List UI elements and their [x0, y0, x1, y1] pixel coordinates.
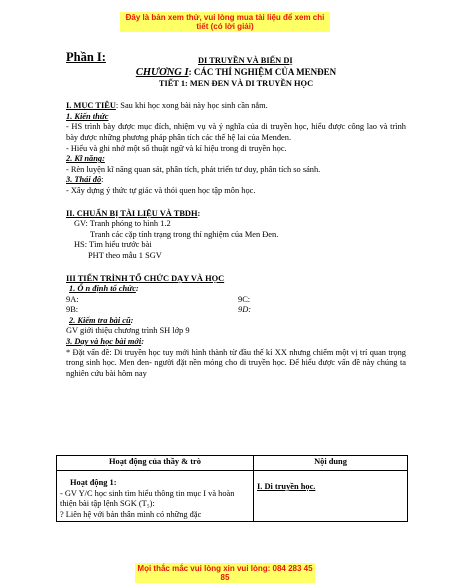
content-cell	[254, 471, 408, 522]
attitude-heading: 3. Thái độ:	[66, 175, 104, 185]
class-9b: 9B:	[66, 305, 79, 315]
class-row-2	[66, 305, 406, 316]
objectives-heading: I. MỤC TIÊU: Sau khi học xong bài này học sinh cần nắm.	[66, 101, 268, 111]
knowledge-item-1: - HS trình bày được mục đích, nhiệm vụ và ý nghĩa của di truyền học, hiểu được công lao và trình bày được những phương pháp phân tích các thế hệ lai của Menđen.	[66, 122, 406, 142]
class-row-1	[66, 295, 406, 306]
chapter-title	[66, 67, 406, 79]
attitude-item-1: - Xây dựng ý thức tự giác và thói quen học tập môn học.	[66, 185, 256, 195]
activity-step-1: - GV Y/C học sinh tìm hiểu thông tin mục I và hoàn thiện bài tập lệnh SGK (T₅):	[60, 488, 235, 509]
part-label: Phần I:	[66, 50, 106, 64]
contact-banner-bottom: Mọi thắc mắc vui lòng xin vui lòng: 084 283 45 85	[135, 563, 315, 583]
class-9c: 9C:	[238, 294, 251, 304]
chapter-number: CHƯƠNG I	[135, 67, 189, 78]
knowledge-item-2: - Hiểu và ghi nhớ một số thuật ngữ và kí hiệu trong di truyền học.	[66, 143, 287, 153]
activity-step-2: ? Liên hệ với bản thân mình có những đặc	[60, 509, 202, 519]
teach-heading: 3. Dạy và học bài mới:	[66, 337, 145, 347]
intro-paragraph: * Đặt vấn đề: Di truyền học tuy mới hình thành từ đầu thế kỉ XX nhưng chiếm một vị trí quan trọng trong sinh học. Men đen- người đặt nền móng cho di truyền học. Để hiểu được vấn đề này chúng ta nghiên cứu bài hôm nay	[66, 347, 406, 378]
table-row	[57, 471, 408, 522]
student-prep-2: PHT theo mẫu 1 SGV	[88, 250, 162, 260]
class-9d: 9D:	[238, 305, 252, 315]
column-header-activities: Hoạt động của thầy & trò	[57, 456, 254, 471]
chapter-name: : CÁC THÍ NGHIỆM CỦA MENĐEN	[188, 67, 337, 77]
student-prep-1: HS: Tìm hiểu trước bài	[74, 240, 152, 250]
check-item-1: GV giới thiệu chương trình SH lớp 9	[66, 326, 190, 336]
activity-table	[56, 455, 408, 522]
activity-cell	[57, 471, 254, 522]
teacher-prep-2: Tranh các cặp tính trạng trong thí nghiệm của Men Đen.	[90, 229, 279, 239]
column-header-content: Nội dung	[254, 456, 408, 471]
document-page	[66, 52, 406, 379]
skills-label: 2. Kĩ năng:	[66, 154, 105, 164]
part-header	[66, 52, 406, 66]
part-title: DI TRUYỀN VÀ BIẾN DỊ	[198, 56, 293, 65]
teacher-prep-1: GV: Tranh phóng to hình 1.2	[74, 219, 171, 229]
preparation-heading: II. CHUẨN BỊ TÀI LIỆU VÀ TBDH:	[66, 208, 201, 218]
process-heading: III TIẾN TRÌNH TỔ CHỨC DẠY VÀ HỌC	[66, 273, 225, 283]
check-heading: 2. Kiểm tra bài cũ:	[69, 315, 134, 325]
lesson-title: TIẾT 1: MEN ĐEN VÀ DI TRUYỀN HỌC	[158, 78, 314, 88]
content-heading: I. Di truyền học.	[257, 482, 316, 491]
table-header-row	[57, 456, 408, 471]
organization-heading: 1. Ổ n định tổ chức:	[69, 284, 139, 294]
preview-banner-top: Đây là bản xem thử, vui lòng mua tài liệu để xem chi tiết (có lời giải)	[120, 12, 330, 32]
skills-item-1: - Rèn luyện kĩ năng quan sát, phân tích, phát triển tư duy, phân tích so sánh.	[66, 164, 321, 174]
knowledge-label: 1. Kiến thức	[66, 111, 109, 121]
class-9a: 9A:	[66, 294, 79, 304]
activity-title: Hoạt động 1:	[70, 478, 117, 487]
